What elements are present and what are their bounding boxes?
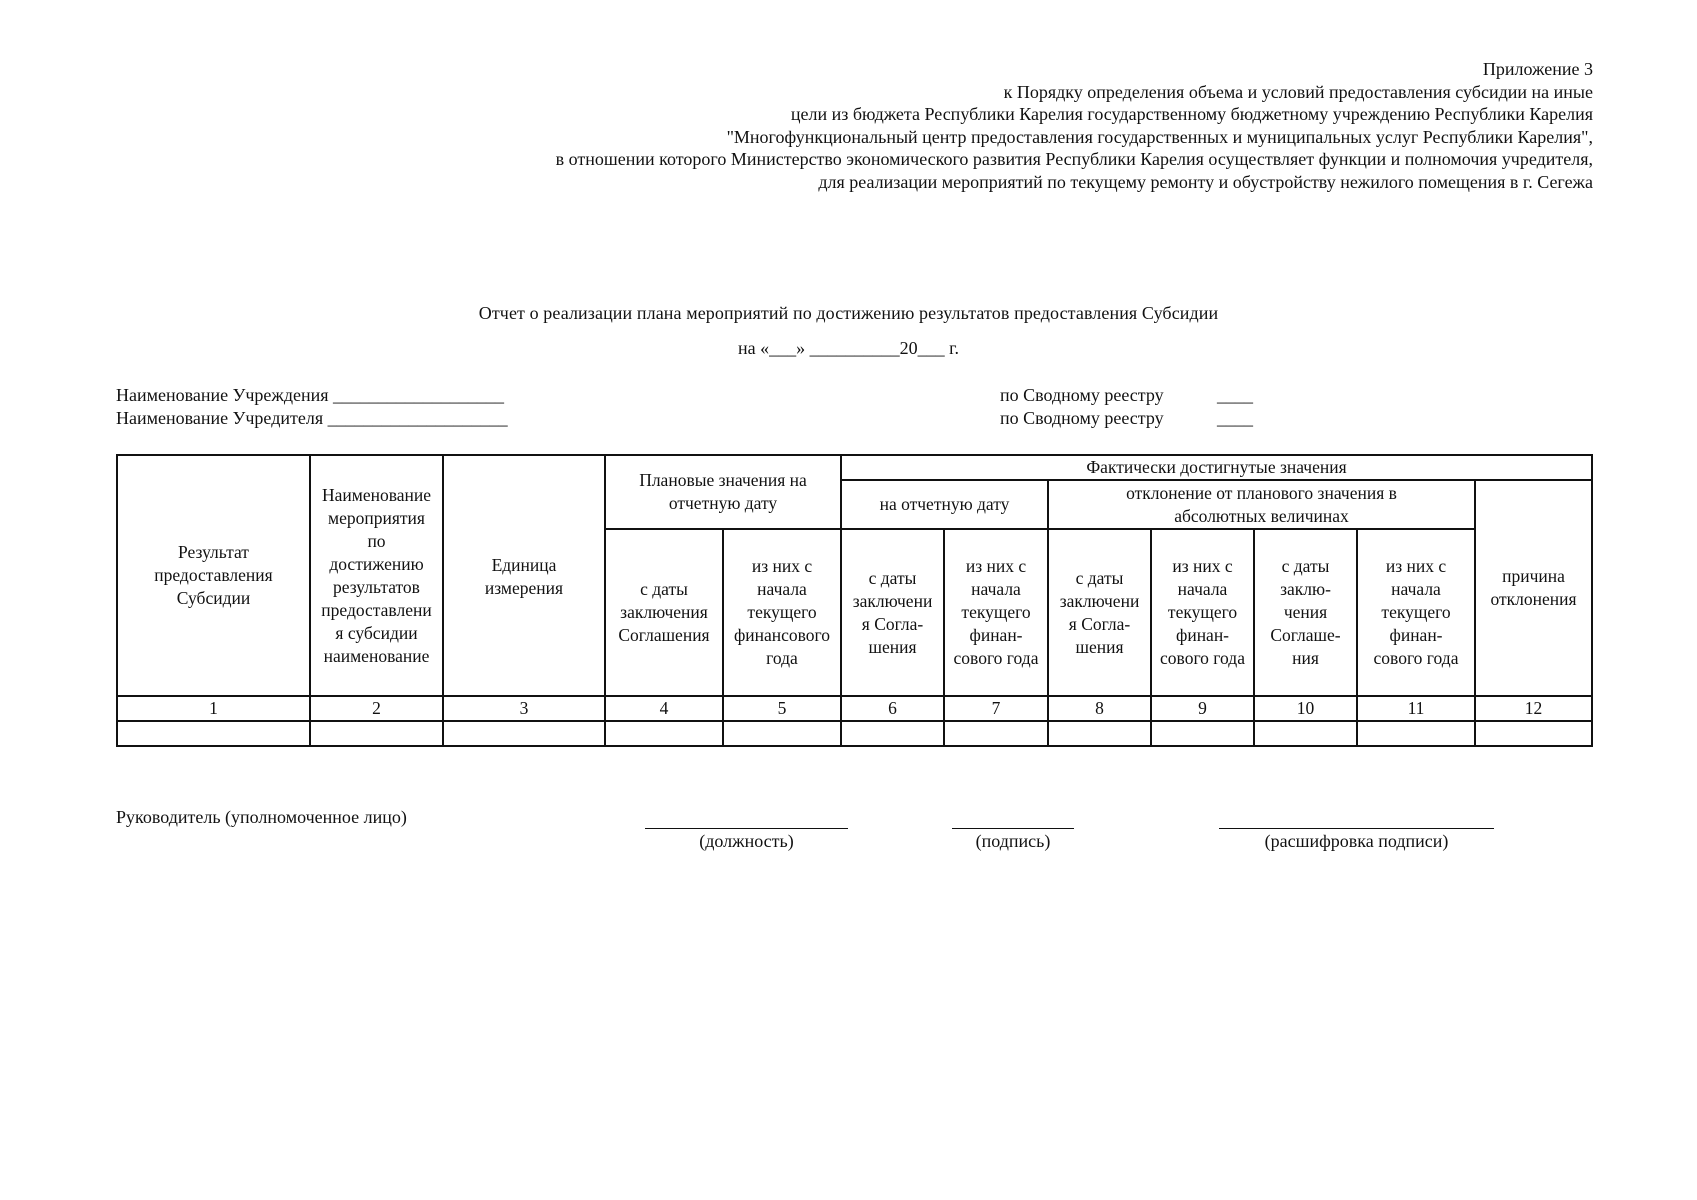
header-deviation-reason: причина отклонения [1475, 480, 1592, 696]
appendix-number: Приложение 3 [1482, 59, 1593, 79]
header-planned-values: Плановые значения на отчетную дату [605, 455, 841, 529]
header-col-10: с даты заклю- чения Соглаше- ния [1254, 529, 1357, 696]
registry-label: по Сводному реестру [1000, 385, 1164, 405]
table-cell [1151, 721, 1254, 746]
column-number: 4 [605, 696, 723, 721]
table-row [117, 721, 1592, 746]
table-cell [117, 721, 310, 746]
header-col-11: из них с начала текущего финан- сового года [1357, 529, 1475, 696]
column-number: 11 [1357, 696, 1475, 721]
header-col-5: из них с начала текущего финансового года [723, 529, 841, 696]
position-caption: (должность) [699, 831, 794, 851]
header-col-9: из них с начала текущего финан- сового года [1151, 529, 1254, 696]
column-number: 7 [944, 696, 1048, 721]
appendix-line: для реализации мероприятий по текущему ремонту и обустройству нежилого помещения в г. Сегежа [818, 171, 1593, 192]
signatory-label: Руководитель (уполномоченное лицо) [116, 807, 407, 827]
appendix-line: в отношении которого Министерство экономического развития Республики Карелия осуществляет функции и полномочия учредителя, [555, 149, 1593, 170]
column-number-row [117, 696, 1592, 721]
registry-label: по Сводному реестру [1000, 408, 1164, 428]
table-cell [723, 721, 841, 746]
column-number: 5 [723, 696, 841, 721]
column-number: 2 [310, 696, 443, 721]
registry-blank: ____ [1217, 408, 1253, 428]
column-number: 3 [443, 696, 605, 721]
report-title: Отчет о реализации плана мероприятий по достижению результатов предоставления Субсидии [478, 303, 1219, 323]
column-number: 1 [117, 696, 310, 721]
table-cell [443, 721, 605, 746]
report-date-line: на «___» __________20___ г. [738, 338, 959, 358]
position-line [645, 828, 848, 829]
table-cell [944, 721, 1048, 746]
header-actual-values: Фактически достигнутые значения [841, 455, 1592, 480]
founder-name-field: Наименование Учредителя ____________________ [116, 408, 508, 428]
signature-caption: (подпись) [975, 831, 1051, 851]
header-col-7: из них с начала текущего финан- сового года [944, 529, 1048, 696]
table-cell [1254, 721, 1357, 746]
table-cell [310, 721, 443, 746]
table-cell [1475, 721, 1592, 746]
header-deviation: отклонение от планового значения в абсолютных величинах [1048, 480, 1475, 529]
signature-decoding-caption: (расшифровка подписи) [1264, 831, 1449, 851]
column-number: 6 [841, 696, 944, 721]
appendix-line: цели из бюджета Республики Карелия государственному бюджетному учреждению Республики Карелия [790, 104, 1593, 125]
appendix-line: к Порядку определения объема и условий предоставления субсидии на иные [1003, 81, 1593, 102]
column-number: 9 [1151, 696, 1254, 721]
signature-line [952, 828, 1074, 829]
institution-name-field: Наименование Учреждения ___________________ [116, 385, 505, 405]
appendix-header [556, 58, 1593, 194]
header-activity-name: Наименование мероприятия по достижению результатов предоставлени я субсидии наименование [310, 455, 443, 696]
column-number: 12 [1475, 696, 1592, 721]
report-table [116, 454, 1593, 747]
header-col-6: с даты заключени я Согла- шения [841, 529, 944, 696]
header-col-4: с даты заключения Соглашения [605, 529, 723, 696]
header-unit: Единица измерения [443, 455, 605, 696]
header-col-8: с даты заключени я Согла- шения [1048, 529, 1151, 696]
header-on-report-date: на отчетную дату [841, 480, 1048, 529]
table-cell [1357, 721, 1475, 746]
table-header-row [117, 455, 1592, 480]
signature-decoding-line [1219, 828, 1494, 829]
registry-blank: ____ [1217, 385, 1253, 405]
appendix-line: "Многофункциональный центр предоставления государственных и муниципальных услуг Республики Карелия", [726, 126, 1593, 147]
table-cell [841, 721, 944, 746]
table-cell [605, 721, 723, 746]
table-cell [1048, 721, 1151, 746]
header-result: Результат предоставления Субсидии [117, 455, 310, 696]
column-number: 8 [1048, 696, 1151, 721]
column-number: 10 [1254, 696, 1357, 721]
